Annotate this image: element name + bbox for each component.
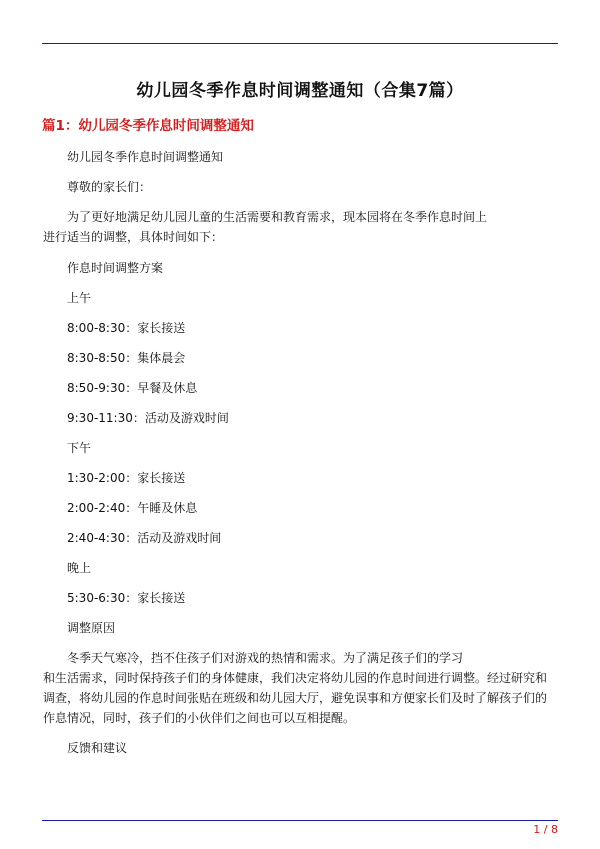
paragraph-intro: 为了更好地满足幼儿园儿童的生活需要和教育需求，现本园将在冬季作息时间上进行适当的调整，具体时间如下： (43, 210, 488, 244)
schedule-item (43, 528, 563, 548)
paragraph-plan-heading: 作息时间调整方案 (67, 261, 164, 275)
paragraph (43, 258, 563, 278)
schedule-item-text: 2:40-4:30：活动及游戏时间 (67, 531, 222, 545)
schedule-item (43, 348, 563, 368)
schedule-item-text: 2:00-2:40：午睡及休息 (67, 501, 198, 515)
schedule-item (43, 318, 563, 338)
paragraph-afternoon: 下午 (67, 441, 92, 455)
paragraph (43, 618, 563, 638)
paragraph-evening: 晚上 (67, 561, 92, 575)
paragraph (43, 207, 488, 247)
schedule-item (43, 408, 563, 428)
footer-rule (42, 820, 558, 821)
reason-line: 冬季天气寒冷，挡不住孩子们对游戏的热情和需求。为了满足孩子们的学习 (67, 651, 464, 665)
schedule-item (43, 498, 563, 518)
page-number: 1 / 8 (533, 823, 558, 836)
paragraph-reason (43, 648, 563, 728)
schedule-item-text: 9:30-11:30：活动及游戏时间 (67, 411, 229, 425)
schedule-item-text: 8:50-9:30：早餐及休息 (67, 381, 198, 395)
paragraph (43, 147, 563, 167)
paragraph-reason-heading: 调整原因 (67, 621, 116, 635)
schedule-item-text: 1:30-2:00：家长接送 (67, 471, 186, 485)
chapter-heading: 篇1：幼儿园冬季作息时间调整通知 (42, 118, 254, 134)
reason-line: 调查，将幼儿园的作息时间张贴在班级和幼儿园大厅，避免误事和方便家长们及时了解孩子们的 (43, 691, 548, 705)
paragraph-notice-title: 幼儿园冬季作息时间调整通知 (67, 150, 224, 164)
paragraph-salutation: 尊敬的家长们： (67, 180, 152, 194)
schedule-item-text: 8:00-8:30：家长接送 (67, 321, 186, 335)
reason-line: 和生活需求，同时保持孩子们的身体健康，我们决定将幼儿园的作息时间进行调整。经过研究和 (43, 671, 548, 685)
paragraph (43, 738, 563, 758)
schedule-item (43, 468, 563, 488)
paragraph (43, 438, 563, 458)
schedule-item (43, 588, 563, 608)
schedule-item (43, 378, 563, 398)
paragraph (43, 288, 563, 308)
paragraph (43, 558, 563, 578)
document-title: 幼儿园冬季作息时间调整通知（合集7篇） (136, 81, 464, 101)
schedule-item-text: 8:30-8:50：集体晨会 (67, 351, 186, 365)
paragraph-morning: 上午 (67, 291, 92, 305)
header-rule (42, 43, 558, 44)
reason-line: 作息情况，同时，孩子们的小伙伴们之间也可以互相提醒。 (43, 711, 356, 725)
paragraph-feedback-heading: 反馈和建议 (67, 741, 128, 755)
paragraph (43, 177, 563, 197)
schedule-item-text: 5:30-6:30：家长接送 (67, 591, 186, 605)
